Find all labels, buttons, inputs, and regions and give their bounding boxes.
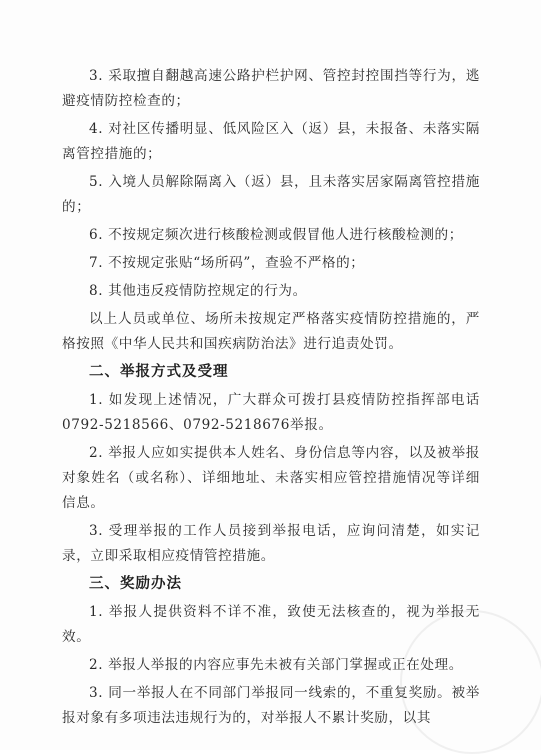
- reporting-item-3: 3. 受理举报的工作人员接到举报电话，应询问清楚，如实记录，立即采取相应疫情管控措施。: [62, 523, 480, 564]
- reward-item-2: 2. 举报人举报的内容应事先未被有关部门掌握或正在处理。: [89, 657, 463, 673]
- document-body: [62, 64, 480, 734]
- reporting-item-2: 2. 举报人应如实提供本人姓名、身份信息等内容，以及被举报对象姓名（或名称）、详细地址、未落实相应管控措施情况等详细信息。: [62, 445, 480, 511]
- list-item-3: 3. 采取擅自翻越高速公路护栏护网、管控封控围挡等行为，逃避疫情防控检查的；: [62, 68, 480, 109]
- list-item-4: 4. 对社区传播明显、低风险区入（返）县，未报备、未落实隔离管控措施的；: [62, 121, 480, 162]
- list-item-5: 5. 入境人员解除隔离入（返）县，且未落实居家隔离管控措施的；: [62, 174, 480, 215]
- reward-item-3: 3. 同一举报人在不同部门举报同一线索的，不重复奖励。被举报对象有多项违法违规行为的，对举报人不累计奖励，以其: [62, 685, 480, 726]
- reward-item-1: 1. 举报人提供资料不详不准，致使无法核查的，视为举报无效。: [62, 604, 480, 645]
- list-item-8: 8. 其他违反疫情防控规定的行为。: [89, 283, 307, 299]
- list-item-6: 6. 不按规定频次进行核酸检测或假冒他人进行核酸检测的；: [89, 227, 463, 243]
- penalty-paragraph: 以上人员或单位、场所未按规定严格落实疫情防控措施的，严格按照《中华人民共和国疾病防治法》进行追责处罚。: [62, 311, 480, 352]
- section-heading-reporting: 二、举报方式及受理: [89, 364, 229, 380]
- list-item-7: 7. 不按规定张贴“场所码”，查验不严格的；: [89, 255, 365, 271]
- reporting-item-1: 1. 如发现上述情况，广大群众可拨打县疫情防控指挥部电话0792-5218566、0792-5218676举报。: [62, 392, 480, 433]
- section-heading-rewards: 三、奖励办法: [89, 576, 182, 592]
